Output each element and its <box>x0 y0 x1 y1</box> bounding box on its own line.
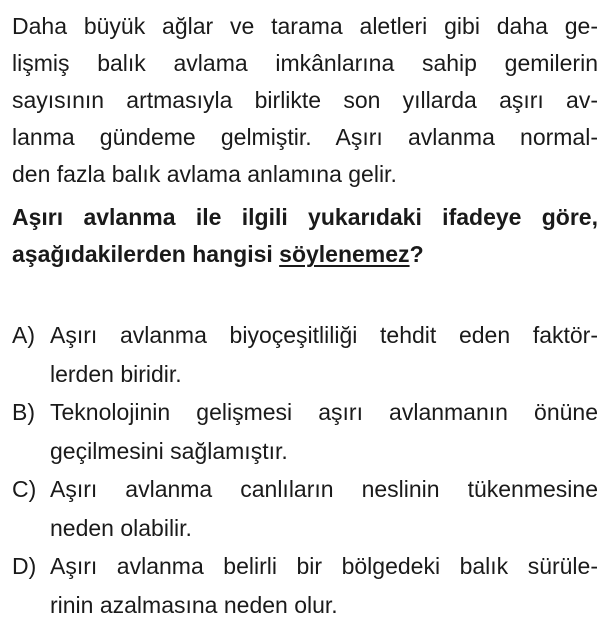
question-line-2-prefix: aşağıdakilerden hangisi <box>12 241 280 267</box>
option-a-line-2: lerden biridir. <box>50 361 182 387</box>
option-b-line-2: geçilmesini sağlamıştır. <box>50 438 288 464</box>
passage-line-3: sayısının artmasıyla birlikte son yıllarda aşırı av- <box>12 87 598 113</box>
passage-line-4: lanma gündeme gelmiştir. Aşırı avlanma normal- <box>12 124 598 150</box>
option-d-line-1: Aşırı avlanma belirli bir bölgedeki balık sürüle- <box>50 553 598 579</box>
option-c-line-1: Aşırı avlanma canlıların neslinin tükenmesine <box>50 476 598 502</box>
question-emphasis-word: söylenemez <box>279 241 410 267</box>
option-d-letter: D) <box>12 553 37 579</box>
passage-line-1: Daha büyük ağlar ve tarama aletleri gibi daha ge- <box>12 13 598 39</box>
option-b-line-1: Teknolojinin gelişmesi aşırı avlanmanın önüne <box>50 399 598 425</box>
question-line-2-suffix: ? <box>409 241 424 267</box>
option-a-line-1: Aşırı avlanma biyoçeşitliliği tehdit eden faktör- <box>50 322 598 348</box>
option-a-letter: A) <box>12 322 35 348</box>
question-line-1: Aşırı avlanma ile ilgili yukarıdaki ifadeye göre, <box>12 204 598 230</box>
question-line-2 <box>12 236 598 273</box>
option-c-line-2: neden olabilir. <box>50 515 192 541</box>
passage-line-2: lişmiş balık avlama imkânlarına sahip gemilerin <box>12 50 598 76</box>
option-c-letter: C) <box>12 476 37 502</box>
passage-line-5: den fazla balık avlama anlamına gelir. <box>12 161 397 187</box>
option-b-letter: B) <box>12 399 35 425</box>
option-d-line-2: rinin azalmasına neden olur. <box>50 592 338 618</box>
